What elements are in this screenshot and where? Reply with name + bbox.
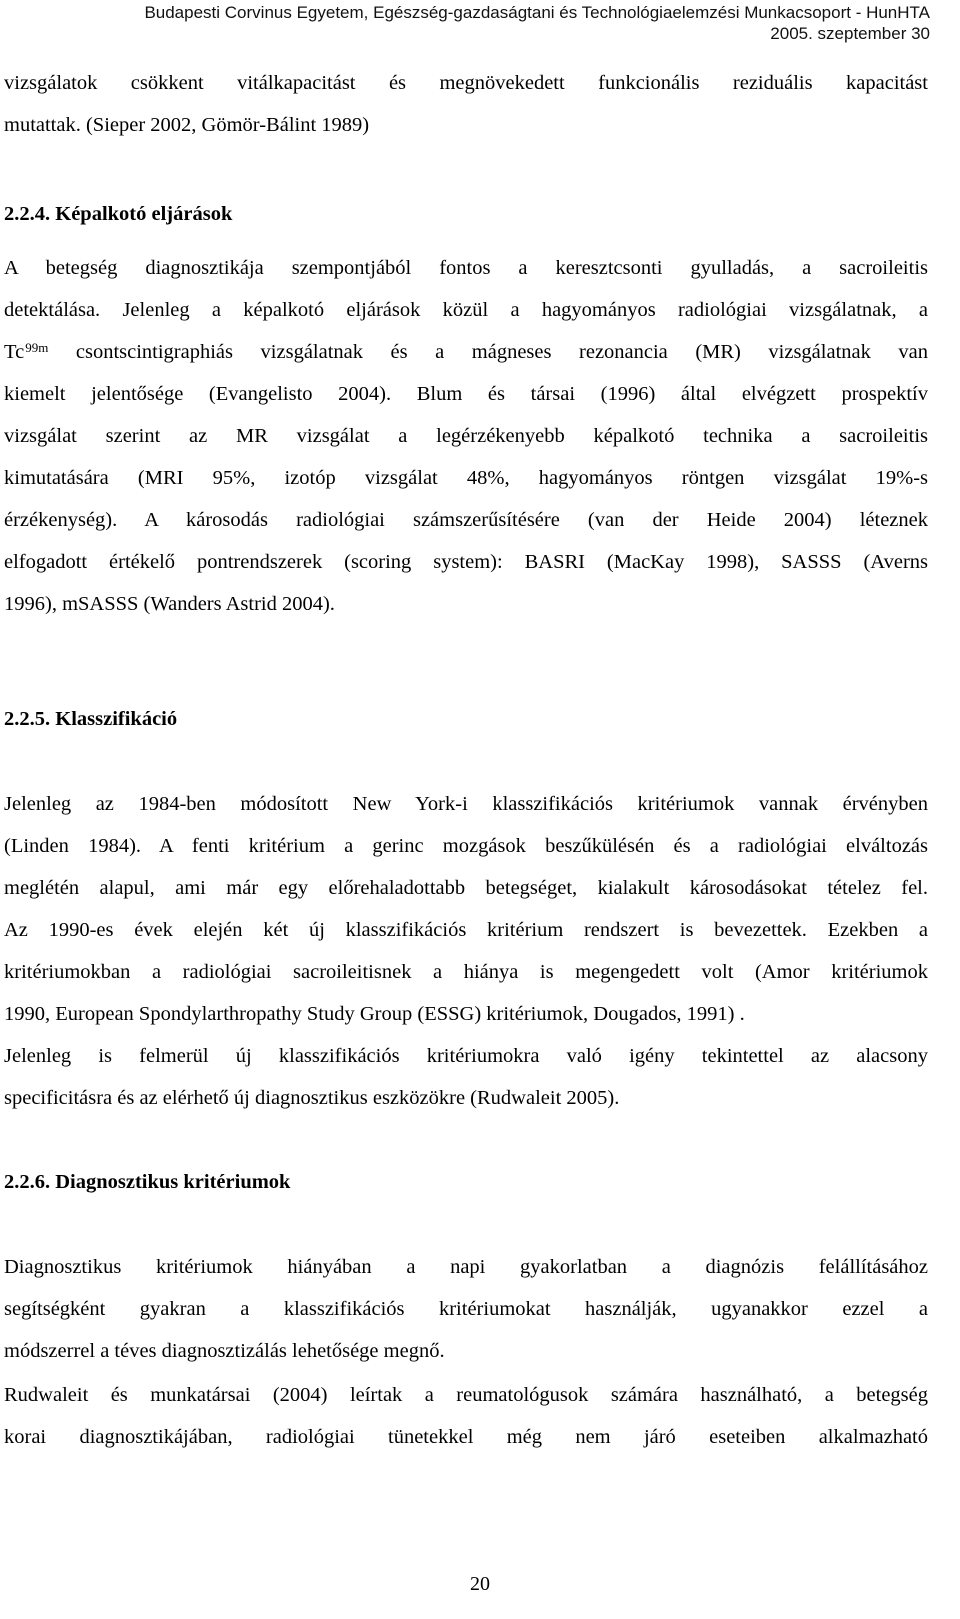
section-2-2-6-paragraph-1 bbox=[4, 1246, 928, 1372]
section-heading-2-2-5: 2.2.5. Klasszifikáció bbox=[4, 708, 178, 730]
text-line: Jelenleg az 1984-ben módosított New York-i klasszifikációs kritériumok vannak érvényben bbox=[4, 793, 928, 815]
page-number: 20 bbox=[470, 1573, 490, 1595]
text-line: 1990, European Spondylarthropathy Study Group (ESSG) kritériumok, Dougados, 1991) . bbox=[4, 1003, 745, 1025]
text-line: módszerrel a téves diagnosztizálás lehetősége megnő. bbox=[4, 1340, 445, 1362]
text-line: 1996), mSASSS (Wanders Astrid 2004). bbox=[4, 593, 335, 615]
text-line: Az 1990-es évek elején két új klasszifikációs kritérium rendszert is bevezettek. Ezekben a bbox=[4, 919, 928, 941]
text-line: kimutatására (MRI 95%, izotóp vizsgálat 48%, hagyományos röntgen vizsgálat 19%-s bbox=[4, 467, 928, 489]
text-line: Rudwaleit és munkatársai (2004) leírtak a reumatológusok számára használható, a betegség bbox=[4, 1384, 928, 1406]
text-line: segítségként gyakran a klasszifikációs kritériumokat használják, ugyanakkor ezzel a bbox=[4, 1298, 928, 1320]
header-institution: Budapesti Corvinus Egyetem, Egészség-gazdaságtani és Technológiaelemzési Munkacsoport - HunHTA bbox=[144, 3, 930, 22]
text-line: Diagnosztikus kritériumok hiányában a napi gyakorlatban a diagnózis felállításához bbox=[4, 1256, 928, 1278]
text-line: kiemelt jelentősége (Evangelisto 2004). Blum és társai (1996) által elvégzett prospektív bbox=[4, 383, 928, 405]
page-header bbox=[144, 2, 930, 44]
text-line: kritériumokban a radiológiai sacroileitisnek a hiánya is megengedett volt (Amor kritériumok bbox=[4, 961, 928, 983]
intro-paragraph bbox=[4, 62, 928, 146]
text-line: mutattak. (Sieper 2002, Gömör-Bálint 1989) bbox=[4, 114, 370, 136]
section-heading-2-2-6: 2.2.6. Diagnosztikus kritériumok bbox=[4, 1171, 291, 1193]
tc-symbol: Tc bbox=[4, 341, 25, 363]
text-line: érzékenység). A károsodás radiológiai számszerűsítésére (van der Heide 2004) léteznek bbox=[4, 509, 928, 531]
text-line: (Linden 1984). A fenti kritérium a gerinc mozgások beszűkülésén és a radiológiai elváltozás bbox=[4, 835, 928, 857]
section-heading-2-2-4: 2.2.4. Képalkotó eljárások bbox=[4, 203, 233, 225]
tc-line-rest: csontscintigraphiás vizsgálatnak és a mágneses rezonancia (MR) vizsgálatnak van bbox=[75, 341, 928, 363]
text-line: detektálása. Jelenleg a képalkotó eljárások közül a hagyományos radiológiai vizsgálatnak, a bbox=[4, 299, 928, 321]
text-line: meglétén alapul, ami már egy előrehaladottabb betegséget, kialakult károsodásokat tételez fel. bbox=[4, 877, 928, 899]
text-line: Jelenleg is felmerül új klasszifikációs kritériumokra való igény tekintettel az alacsony bbox=[4, 1045, 928, 1067]
section-2-2-4-paragraph bbox=[4, 247, 928, 625]
section-2-2-5-paragraph bbox=[4, 783, 928, 1119]
section-2-2-6-paragraph-2 bbox=[4, 1374, 928, 1458]
header-date: 2005. szeptember 30 bbox=[770, 24, 930, 43]
text-line: specificitásra és az elérhető új diagnosztikus eszközökre (Rudwaleit 2005). bbox=[4, 1087, 620, 1109]
text-line: elfogadott értékelő pontrendszerek (scoring system): BASRI (MacKay 1998), SASSS (Averns bbox=[4, 551, 928, 573]
text-line-tc99m bbox=[4, 331, 928, 373]
text-line: vizsgálatok csökkent vitálkapacitást és megnövekedett funkcionális reziduális kapacitást bbox=[4, 72, 928, 94]
tc-superscript: 99m bbox=[25, 340, 49, 355]
text-line: korai diagnosztikájában, radiológiai tünetekkel még nem járó eseteiben alkalmazható bbox=[4, 1426, 928, 1448]
text-line: A betegség diagnosztikája szempontjából fontos a keresztcsonti gyulladás, a sacroileitis bbox=[4, 257, 928, 279]
text-line: vizsgálat szerint az MR vizsgálat a legérzékenyebb képalkotó technika a sacroileitis bbox=[4, 425, 928, 447]
